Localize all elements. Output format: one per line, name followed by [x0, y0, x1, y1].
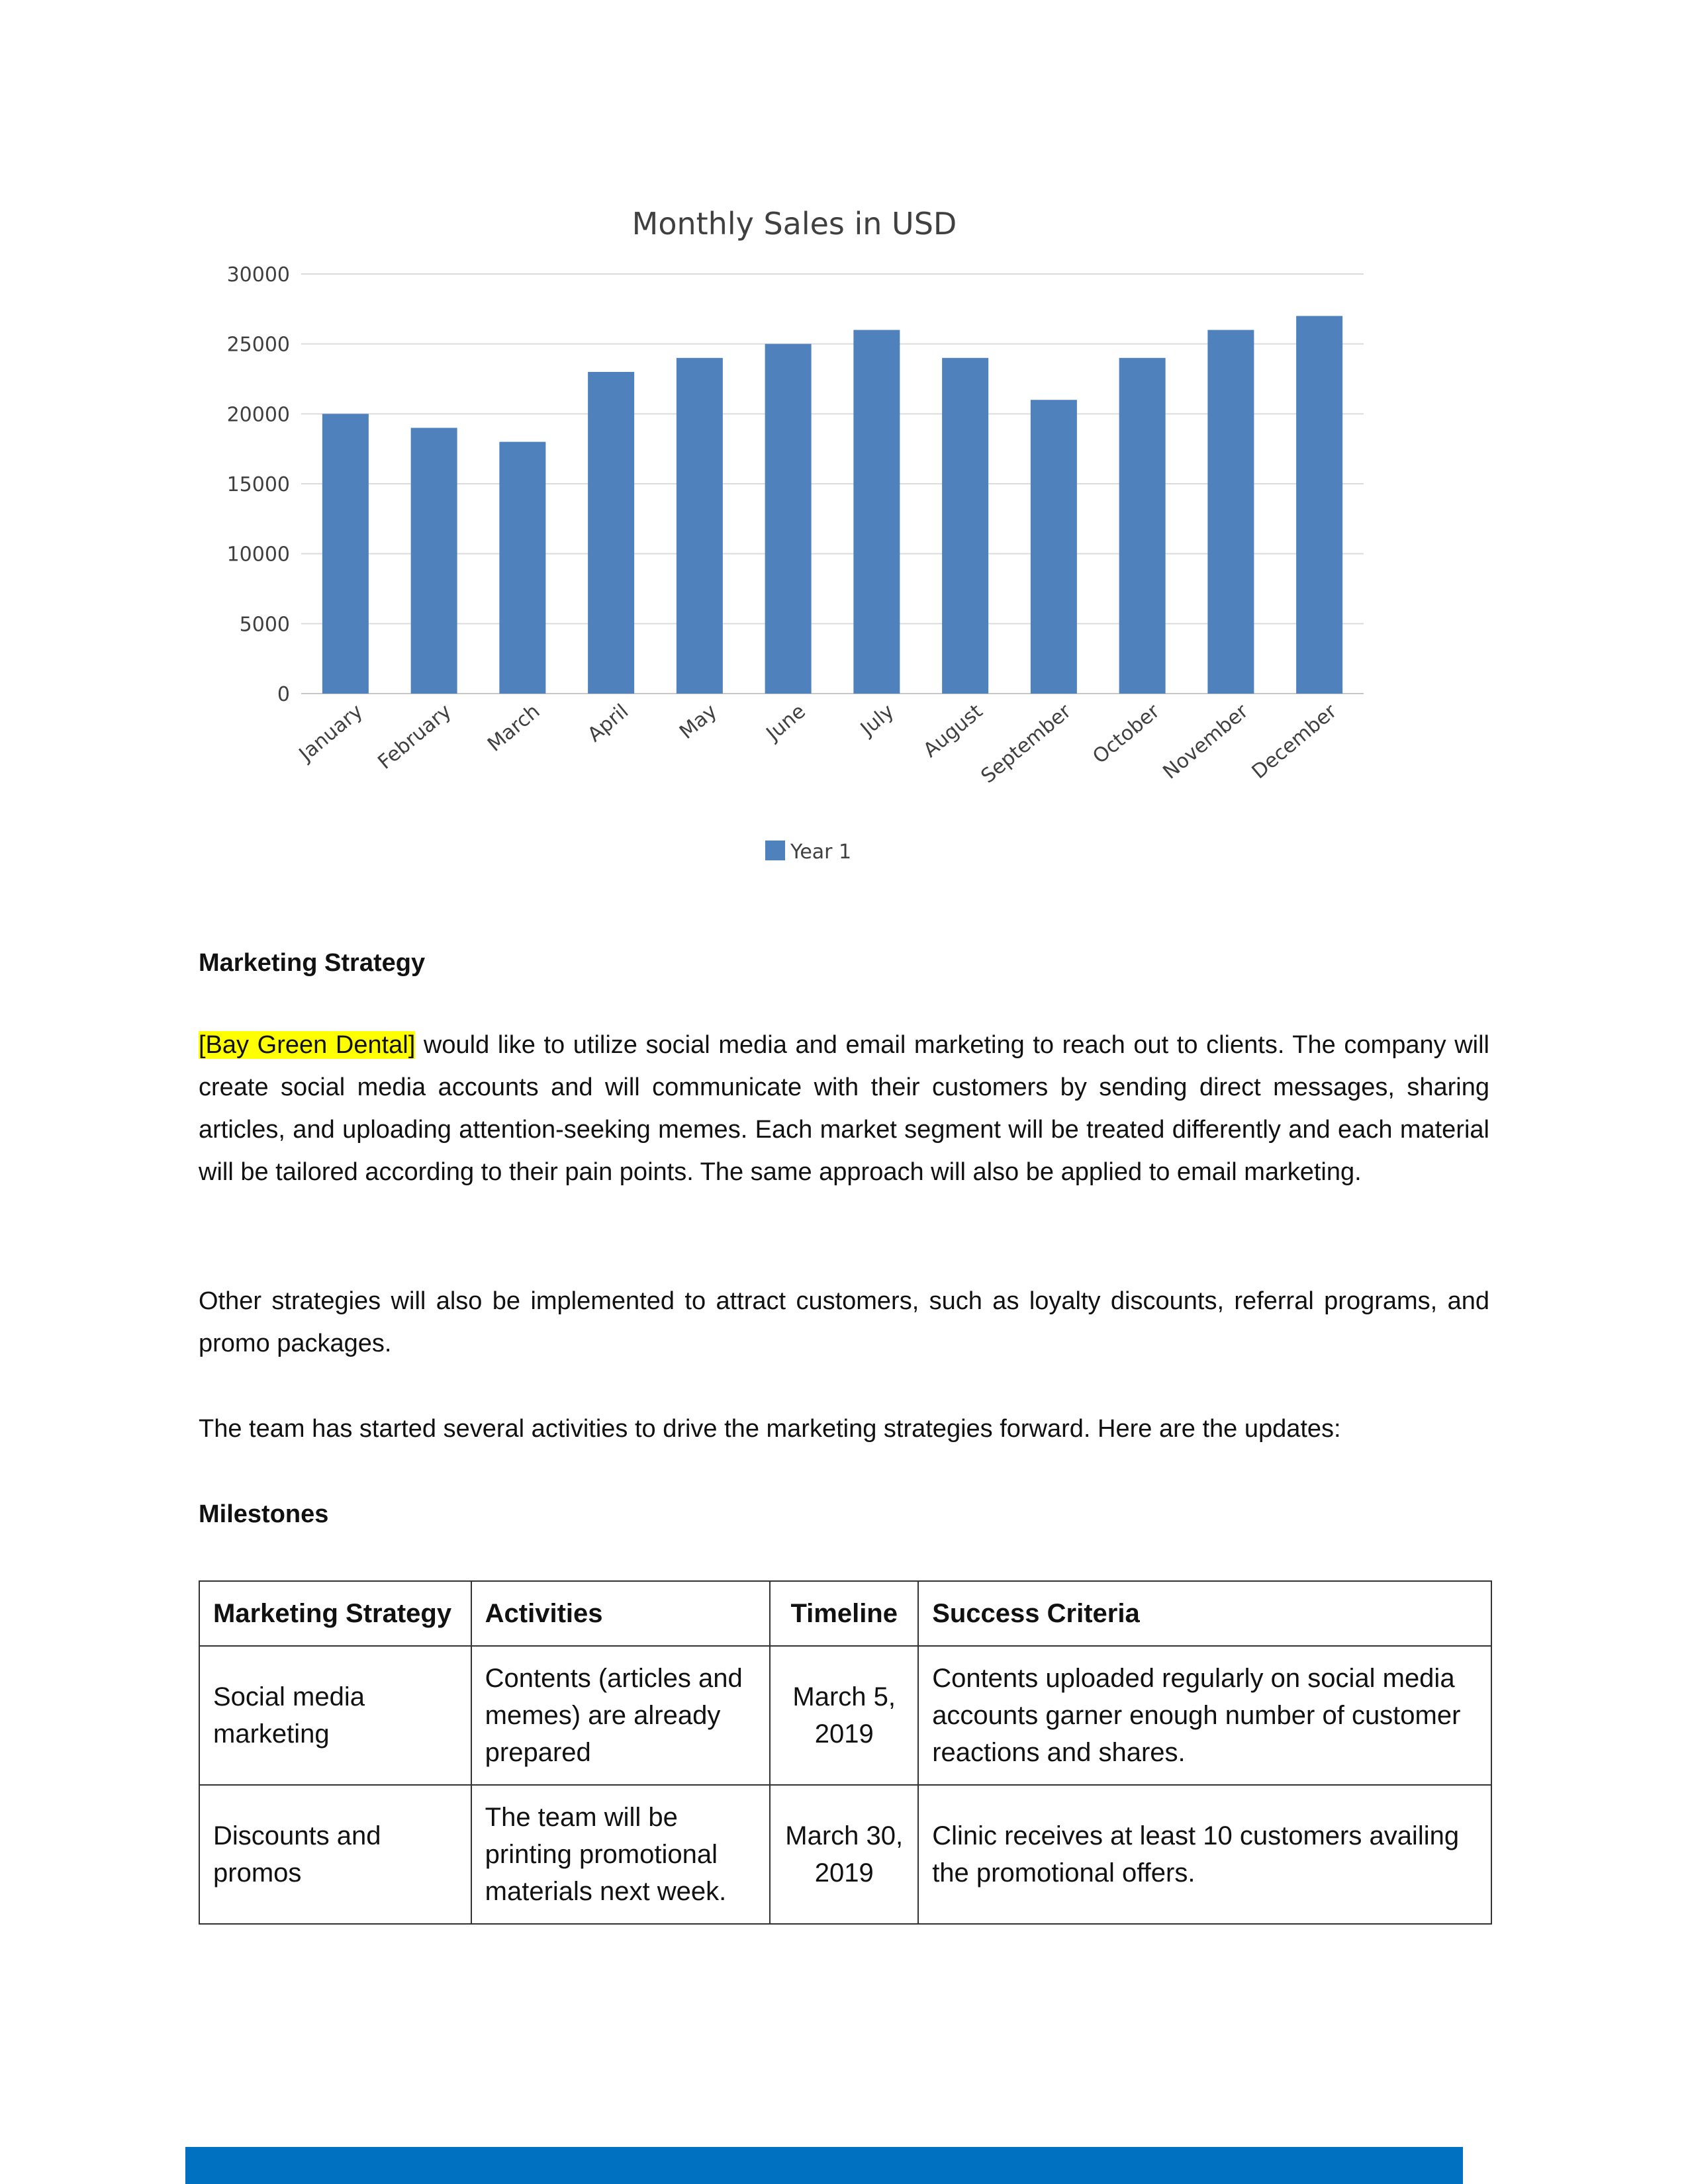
- cell-timeline: March 30, 2019: [770, 1785, 918, 1924]
- bar: [1119, 358, 1166, 694]
- marketing-paragraph-1: [199, 1024, 1489, 1193]
- bar: [1207, 330, 1254, 694]
- bar: [588, 372, 634, 694]
- chart-legend: [765, 841, 851, 864]
- cell-success-criteria: Clinic receives at least 10 customers availing the promotional offers.: [918, 1785, 1491, 1924]
- cell-strategy: Social media marketing: [199, 1646, 471, 1785]
- x-tick-label: July: [856, 700, 899, 741]
- y-tick-label: 15000: [226, 473, 290, 496]
- bar: [942, 358, 988, 694]
- marketing-paragraph-2: Other strategies will also be implemented to attract customers, such as loyalty discounts, referral programs, and promo packages.: [199, 1287, 1489, 1357]
- header-marketing-strategy: Marketing Strategy: [199, 1581, 471, 1646]
- bar: [499, 442, 545, 694]
- footer-bar: [185, 2147, 1463, 2184]
- y-tick-label: 30000: [226, 263, 290, 287]
- cell-strategy: Discounts and promos: [199, 1785, 471, 1924]
- y-tick-label: 20000: [226, 403, 290, 427]
- bar: [853, 330, 900, 694]
- table-row: [199, 1646, 1491, 1785]
- table-header-row: [199, 1581, 1491, 1646]
- x-tick-label: June: [762, 700, 810, 746]
- bar: [765, 344, 812, 694]
- x-tick-label: August: [919, 700, 988, 762]
- x-tick-label: September: [976, 700, 1076, 788]
- cell-success-criteria: Contents uploaded regularly on social media accounts garner enough number of customer reactions and shares.: [918, 1646, 1491, 1785]
- y-tick-label: 10000: [226, 543, 290, 567]
- legend-swatch: [765, 841, 785, 860]
- x-tick-label: February: [373, 700, 456, 774]
- x-tick-label: October: [1088, 700, 1164, 769]
- x-tick-label: April: [583, 700, 633, 747]
- header-activities: Activities: [471, 1581, 771, 1646]
- cell-activities: The team will be printing promotional materials next week.: [471, 1785, 771, 1924]
- milestones-heading: Milestones: [199, 1500, 329, 1528]
- bar: [322, 414, 369, 694]
- marketing-paragraph-3: The team has started several activities to drive the marketing strategies forward. Here are the updates:: [199, 1415, 1341, 1443]
- bar: [411, 428, 457, 694]
- y-tick-label: 25000: [226, 333, 290, 357]
- cell-timeline: March 5, 2019: [770, 1646, 918, 1785]
- marketing-paragraph-1-text: would like to utilize social media and email marketing to reach out to clients. The company will create social media accounts and will communicate with their customers by sending direct messages, sharing articles, and uploading attention-seeking memes. Each market segment will be treated differently and each material will be tailored according to their pain points. The same approach will also be applied to email marketing.: [199, 1031, 1489, 1186]
- y-tick-label: 0: [277, 683, 290, 706]
- marketing-strategy-heading: Marketing Strategy: [199, 949, 426, 977]
- chart-title: Monthly Sales in USD: [632, 206, 957, 242]
- table-row: [199, 1785, 1491, 1924]
- milestones-table: [199, 1580, 1492, 1925]
- y-tick-label: 5000: [239, 613, 290, 637]
- x-tick-label: January: [295, 700, 368, 766]
- header-timeline: Timeline: [770, 1581, 918, 1646]
- bar: [677, 358, 723, 694]
- legend-label: Year 1: [790, 841, 852, 864]
- cell-activities: Contents (articles and memes) are already prepared: [471, 1646, 771, 1785]
- bar: [1296, 316, 1342, 694]
- x-tick-label: March: [483, 700, 545, 756]
- header-success-criteria: Success Criteria: [918, 1581, 1491, 1646]
- company-name-highlight: [Bay Green Dental]: [199, 1031, 416, 1059]
- bar: [1031, 400, 1077, 694]
- sales-chart: [0, 0, 1688, 880]
- x-tick-label: December: [1247, 700, 1342, 784]
- x-tick-label: November: [1158, 700, 1253, 784]
- x-tick-label: May: [675, 700, 722, 745]
